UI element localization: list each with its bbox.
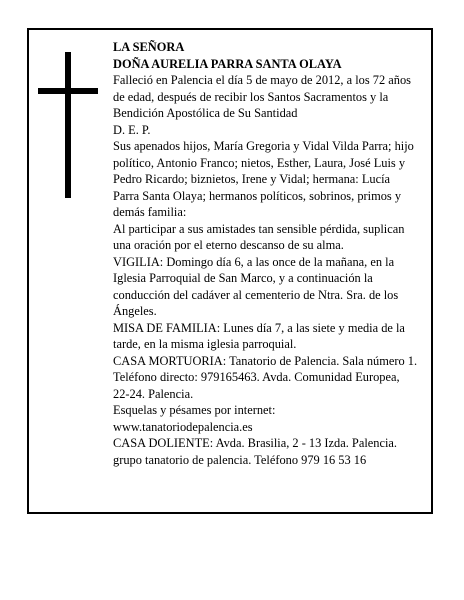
mourning-home-information: CASA DOLIENTE: Avda. Brasilia, 2 - 13 Izda. Palencia. [113, 436, 398, 450]
rest-in-peace: D. E. P. [113, 122, 151, 137]
funeral-home-website: www.tanatoriodepalencia.es [113, 419, 253, 434]
obituary-text [113, 39, 419, 468]
cross-vertical-bar [65, 52, 71, 198]
vigil-information: VIGILIA: Domingo día 6, a las once de la mañana, en la Iglesia Parroquial de San Marco, y a continuación la conducción del cadáver al cementerio de Ntra. Sra. de los Ángeles. [113, 254, 399, 318]
mortuary-information: CASA MORTUORIA: Tanatorio de Palencia. Sala número 1. Teléfono directo: 979165463. Avda. Comunidad Europea, 22-24. Palencia. [113, 353, 418, 401]
latin-cross-icon [38, 52, 98, 198]
cross-horizontal-bar [38, 88, 98, 94]
funeral-group-contact: grupo tanatorio de palencia. Teléfono 979 16 53 16 [113, 452, 367, 467]
deceased-name: DOÑA AURELIA PARRA SANTA OLAYA [113, 56, 342, 71]
notice-heading: LA SEÑORA [113, 40, 185, 54]
prayer-request: Al participar a sus amistades tan sensible pérdida, suplican una oración por el eterno descanso de su alma. [113, 221, 405, 252]
death-announcement: Falleció en Palencia el día 5 de mayo de 2012, a los 72 años de edad, después de recibir los Santos Sacramentos y la Bendición Apostólica de Su Santidad [113, 73, 411, 120]
family-members: Sus apenados hijos, María Gregoria y Vidal Vilda Parra; hijo político, Antonio Franco; nietos, Esther, Laura, José Luis y Pedro Ricardo; biznietos, Irene y Vidal; hermana: Lucía Parra Santa Olaya; hermanos políticos, sobrinos, primos y demás familia: [113, 139, 414, 219]
family-mass-information: MISA DE FAMILIA: Lunes día 7, a las siete y media de la tarde, en la misma iglesia parroquial. [113, 320, 405, 351]
internet-condolences-label: Esquelas y pésames por internet: [113, 403, 276, 417]
